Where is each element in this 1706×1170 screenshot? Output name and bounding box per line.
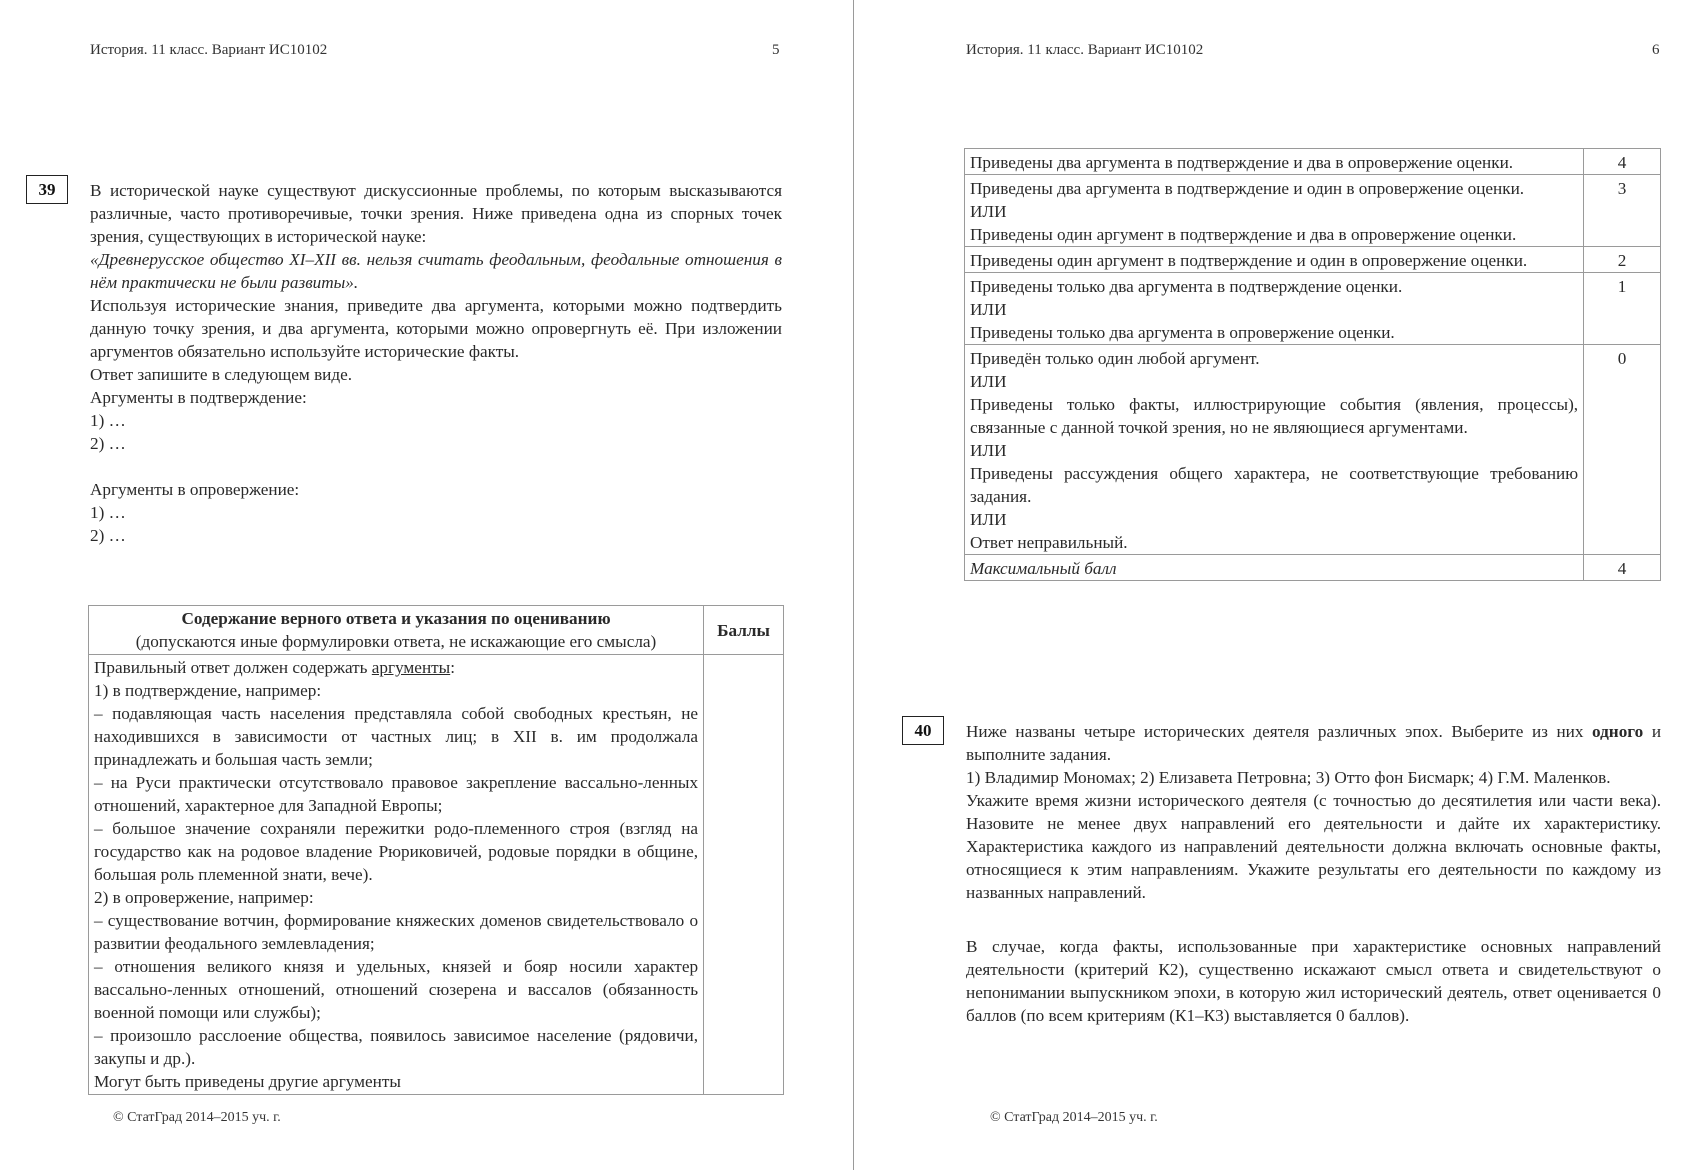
answer-line: – большое значение сохраняли пережитки родо-племенного строя (взгляд на государство как на родовое владение Рюриковичей, родовые порядки в общине, большая роль племенной знати, вече). [94,819,699,884]
question-instruction: Используя исторические знания, приведите два аргумента, которыми можно подтвердить данную точку зрения, и два аргумента, которыми можно опровергнуть её. При изложении аргументов обязательно используйте исторические факты. [90,296,782,361]
criteria-score: 1 [1584,273,1661,345]
max-score-row [965,555,1661,581]
table-header-title: Содержание верного ответа и указания по оцениванию [181,609,611,628]
question-40-text [966,720,1661,1027]
page-header: История. 11 класс. Вариант ИС10102 [966,42,1204,58]
criteria-line: Приведены два аргумента в подтверждение и один в опровержение оценки. [970,179,1525,198]
question-number-box: 39 [26,175,68,204]
question-39-text [90,179,782,547]
answer-line: Могут быть приведены другие аргументы [94,1072,401,1091]
answer-form-line: Ответ запишите в следующем виде. [90,365,353,384]
answer-line: – отношения великого князя и удельных, князей и бояр носили характер вассально-ленных отношений, отношений сюзерена и вассалов (обязанность военной помощи или службы); [94,957,699,1022]
table-header-score: Баллы [704,606,784,655]
criteria-line: ИЛИ [970,441,1007,460]
answer-line: – на Руси практически отсутствовало правовое закрепление вассально-ленных отношений, характерное для Западной Европы; [94,773,699,815]
criteria-row [965,247,1661,273]
max-score-label: Максимальный балл [965,555,1584,581]
confirm-heading: Аргументы в подтверждение: [90,388,307,407]
table-header-subtitle: (допускаются иные формулировки ответа, не искажающие его смысла) [135,632,657,651]
question-40-intro [966,720,1661,766]
answer-line: – существование вотчин, формирование княжеских доменов свидетельствовало о развитии феодального землевладения; [94,911,699,953]
answer-line: 2) в опровержение, например: [94,888,314,907]
page-footer: © СтатГрад 2014–2015 уч. г. [990,1110,1158,1125]
criteria-line: Приведены рассуждения общего характера, не соответствующие требованию задания. [970,464,1579,506]
criteria-row [965,345,1661,555]
answer-line: – подавляющая часть населения представляла собой свободных крестьян, не находившихся в зависимости от частных лиц; в XII в. им продолжала принадлежать и большая часть земли; [94,704,699,769]
max-score-value: 4 [1584,555,1661,581]
answer-key-score-cell [704,655,784,1095]
intro-bold: одного [1592,722,1644,741]
answer-intro-text: Правильный ответ должен содержать [94,658,368,677]
criteria-line: Приведены два аргумента в подтверждение и два в опровержение оценки. [970,153,1514,172]
question-40-figures: 1) Владимир Мономах; 2) Елизавета Петровна; 3) Отто фон Бисмарк; 4) Г.М. Маленков. [966,768,1611,787]
question-intro: В исторической науке существуют дискуссионные проблемы, по которым высказываются различные, часто противоречивые, точки зрения. Ниже приведена одна из спорных точек зрения, существующих в исторической науке: [90,181,782,246]
answer-line: 1) в подтверждение, например: [94,681,322,700]
criteria-description [965,175,1584,247]
criteria-description [965,149,1584,175]
criteria-description [965,247,1584,273]
page-number: 5 [772,42,780,58]
criteria-table [964,148,1661,581]
question-quote: «Древнерусское общество XI–XII вв. нельзя считать феодальным, феодальные отношения в нём практически не были развиты». [90,250,782,292]
criteria-line: ИЛИ [970,202,1007,221]
criteria-line: Приведён только один любой аргумент. [970,349,1260,368]
confirm-item: 1) … [90,411,126,430]
question-40-task: Укажите время жизни исторического деятеля (с точностью до десятилетия или части века). Назовите не менее двух направлений его деятельности и дайте их характеристику. Характеристика каждого из направлений деятельности должна включать основные факты, относящиеся к этим направлениям. Укажите результаты его деятельности по каждому из названных направлений. [966,791,1661,902]
criteria-row [965,273,1661,345]
answer-key-content [89,655,704,1095]
page-number: 6 [1652,42,1660,58]
criteria-line: Приведены только два аргумента в подтверждение оценки. [970,277,1403,296]
refute-item: 1) … [90,503,126,522]
criteria-score: 0 [1584,345,1661,555]
intro-text: Ниже названы четыре исторических деятеля различных эпох. Выберите из них [966,722,1584,741]
right-page [855,0,1706,1170]
question-40-note: В случае, когда факты, использованные при характеристике основных направлений деятельности (критерий К2), существенно искажают смысл ответа и свидетельствуют о непонимании выпускником эпохи, в которую жил исторический деятель, ответ оценивается 0 баллов (по всем критериям (К1–К3) выставляется 0 баллов). [966,937,1661,1025]
answer-intro-link: аргументы [371,658,451,677]
criteria-line: Приведены один аргумент в подтверждение и два в опровержение оценки. [970,225,1517,244]
page-footer: © СтатГрад 2014–2015 уч. г. [113,1110,281,1125]
refute-heading: Аргументы в опровержение: [90,480,300,499]
criteria-line: Ответ неправильный. [970,533,1128,552]
criteria-line: ИЛИ [970,510,1007,529]
intro-text-end: и выполните задания. [966,722,1662,764]
criteria-line: Приведены один аргумент в подтверждение и один в опровержение оценки. [970,251,1528,270]
refute-item: 2) … [90,526,126,545]
answer-intro [94,656,698,679]
answer-line: – произошло расслоение общества, появилось зависимое население (рядовичи, закупы и др.). [94,1026,699,1068]
page-divider [853,0,854,1170]
page-header: История. 11 класс. Вариант ИС10102 [90,42,328,58]
question-number-box: 40 [902,716,944,745]
criteria-score: 2 [1584,247,1661,273]
answer-intro-end: : [450,658,455,677]
criteria-line: Приведены только факты, иллюстрирующие события (явления, процессы), связанные с данной точкой зрения, но не являющиеся аргументами. [970,395,1579,437]
criteria-score: 4 [1584,149,1661,175]
criteria-line: ИЛИ [970,300,1007,319]
criteria-line: ИЛИ [970,372,1007,391]
criteria-row [965,175,1661,247]
criteria-score: 3 [1584,175,1661,247]
confirm-item: 2) … [90,434,126,453]
criteria-description [965,273,1584,345]
criteria-description [965,345,1584,555]
criteria-line: Приведены только два аргумента в опровержение оценки. [970,323,1395,342]
criteria-row [965,149,1661,175]
table-header-content [89,606,704,655]
answer-key-table [88,605,784,1095]
